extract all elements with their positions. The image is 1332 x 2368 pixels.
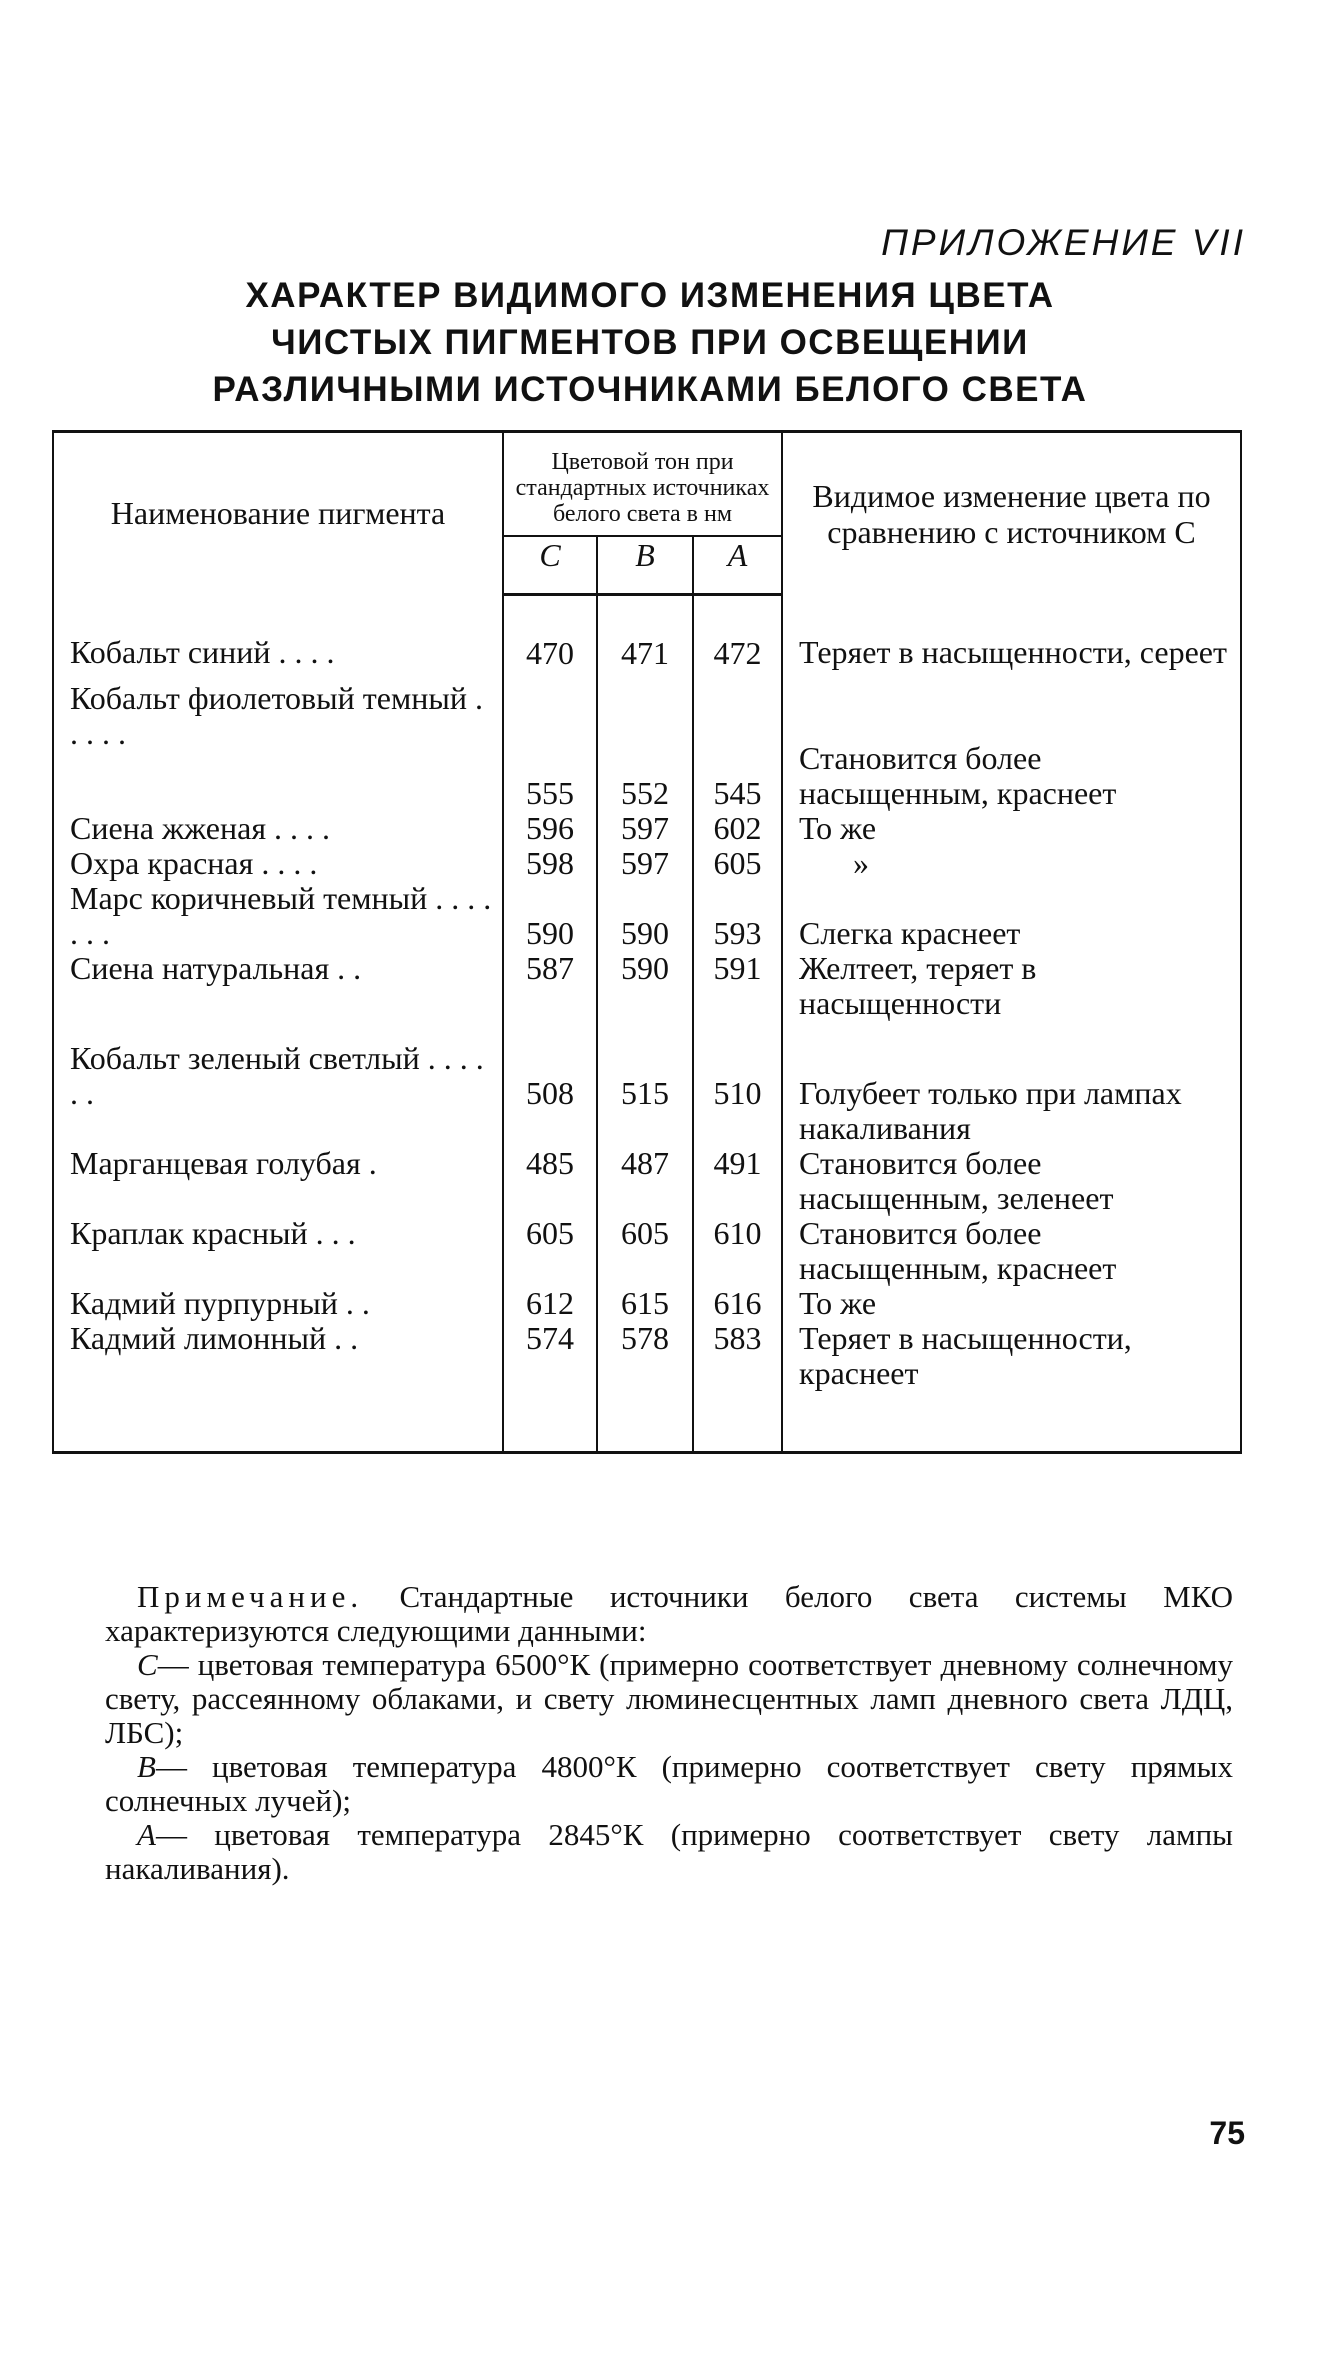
value-c: 485 (503, 1146, 597, 1216)
value-c: 596 (503, 811, 597, 846)
change-text: Желтеет, теряет в насыщенности (782, 951, 1241, 1021)
header-pigment-name: Наименование пигмента (53, 432, 503, 595)
pigment-name: Охра красная . . . . (53, 846, 503, 881)
subheader-b: В (597, 536, 693, 595)
pigment-name: Марс коричневый темный . . . . . . . (53, 881, 503, 951)
pigment-name: Сиена жженая . . . . (53, 811, 503, 846)
value-c: 555 (503, 671, 597, 811)
note-lead: Примечание. (137, 1579, 364, 1614)
note-a (105, 1818, 1233, 1886)
title-line: РАЗЛИЧНЫМИ ИСТОЧНИКАМИ БЕЛОГО СВЕТА (212, 370, 1088, 409)
value-c: 612 (503, 1286, 597, 1321)
table-row (53, 881, 1241, 951)
value-b: 578 (597, 1321, 693, 1453)
page-number: 75 (1209, 2115, 1245, 2151)
pigment-name: Кадмий лимонный . . (53, 1321, 503, 1453)
pigment-name: Краплак красный . . . (53, 1216, 503, 1286)
value-a: 491 (693, 1146, 782, 1216)
value-b: 515 (597, 1021, 693, 1146)
table-row (53, 1286, 1241, 1321)
value-b: 597 (597, 846, 693, 881)
table-row (53, 1321, 1241, 1453)
footnote (105, 1580, 1233, 1886)
title-line: ЧИСТЫХ ПИГМЕНТОВ ПРИ ОСВЕЩЕНИИ (271, 323, 1029, 362)
change-text: Становится более насыщенным, краснеет (782, 671, 1241, 811)
value-b: 590 (597, 951, 693, 1021)
value-c: 598 (503, 846, 597, 881)
value-c: 587 (503, 951, 597, 1021)
change-text: Теряет в насыщенности, краснеет (782, 1321, 1241, 1453)
value-a: 583 (693, 1321, 782, 1453)
table-row (53, 671, 1241, 811)
change-text: То же (782, 1286, 1241, 1321)
note-b (105, 1750, 1233, 1818)
table-row (53, 595, 1241, 672)
note-c-text: — цветовая температура 6500°К (примерно соответствует дневному солнечному свету, рассеянному облаками, и свету люминесцентных ламп дневного света ЛДЦ, ЛБС); (105, 1647, 1233, 1750)
change-text: » (782, 846, 1241, 881)
pigment-name: Сиена натуральная . . (53, 951, 503, 1021)
title-line: ХАРАКТЕР ВИДИМОГО ИЗМЕНЕНИЯ ЦВЕТА (245, 276, 1055, 315)
pigment-name: Марганцевая голубая . (53, 1146, 503, 1216)
table-row (53, 1146, 1241, 1216)
change-text: Становится более насыщенным, краснеет (782, 1216, 1241, 1286)
table-row (53, 1216, 1241, 1286)
subheader-c: С (503, 536, 597, 595)
change-text: Слегка краснеет (782, 881, 1241, 951)
change-text: То же (782, 811, 1241, 846)
note-b-text: — цветовая температура 4800°К (примерно соответствует свету прямых солнечных лучей); (105, 1749, 1233, 1818)
change-text: Становится более насыщенным, зеленеет (782, 1146, 1241, 1216)
value-b: 605 (597, 1216, 693, 1286)
value-b: 597 (597, 811, 693, 846)
note-intro-text: Стандартные источники белого света системы МКО характеризуются следующими данными: (105, 1579, 1233, 1648)
header-visible-change: Видимое изменение цвета по сравнению с источником С (782, 432, 1241, 595)
value-a: 602 (693, 811, 782, 846)
value-c: 470 (503, 595, 597, 672)
pigment-name: Кобальт зеленый светлый . . . . . . (53, 1021, 503, 1146)
note-c-letter: С (137, 1647, 158, 1682)
value-a: 610 (693, 1216, 782, 1286)
value-b: 552 (597, 671, 693, 811)
header-color-tone: Цветовой тон при стандартных источниках белого света в нм (503, 432, 782, 537)
value-a: 545 (693, 671, 782, 811)
value-b: 487 (597, 1146, 693, 1216)
note-a-text: — цветовая температура 2845°К (примерно соответствует свету лампы накаливания). (105, 1817, 1233, 1886)
value-b: 590 (597, 881, 693, 951)
note-a-letter: А (137, 1817, 156, 1852)
table-row (53, 1021, 1241, 1146)
value-c: 590 (503, 881, 597, 951)
note-intro (105, 1580, 1233, 1648)
value-a: 593 (693, 881, 782, 951)
table-row (53, 846, 1241, 881)
change-text: Голубеет только при лампах накаливания (782, 1021, 1241, 1146)
value-b: 615 (597, 1286, 693, 1321)
subheader-a: А (693, 536, 782, 595)
value-c: 574 (503, 1321, 597, 1453)
appendix-label: ПРИЛОЖЕНИЕ VII (881, 222, 1246, 263)
value-a: 472 (693, 595, 782, 672)
value-b: 471 (597, 595, 693, 672)
note-c (105, 1648, 1233, 1750)
pigment-name: Кобальт фиолетовый темный . . . . . (53, 671, 503, 811)
table-row (53, 811, 1241, 846)
change-text: Теряет в насыщенности, сереет (782, 595, 1241, 672)
value-a: 605 (693, 846, 782, 881)
pigment-name: Кадмий пурпурный . . (53, 1286, 503, 1321)
value-a: 591 (693, 951, 782, 1021)
value-c: 605 (503, 1216, 597, 1286)
pigment-table (52, 430, 1242, 1454)
table-row (53, 951, 1241, 1021)
pigment-name: Кобальт синий . . . . (53, 595, 503, 672)
note-b-letter: В (137, 1749, 156, 1784)
value-c: 508 (503, 1021, 597, 1146)
value-a: 510 (693, 1021, 782, 1146)
page-title (100, 272, 1200, 413)
value-a: 616 (693, 1286, 782, 1321)
